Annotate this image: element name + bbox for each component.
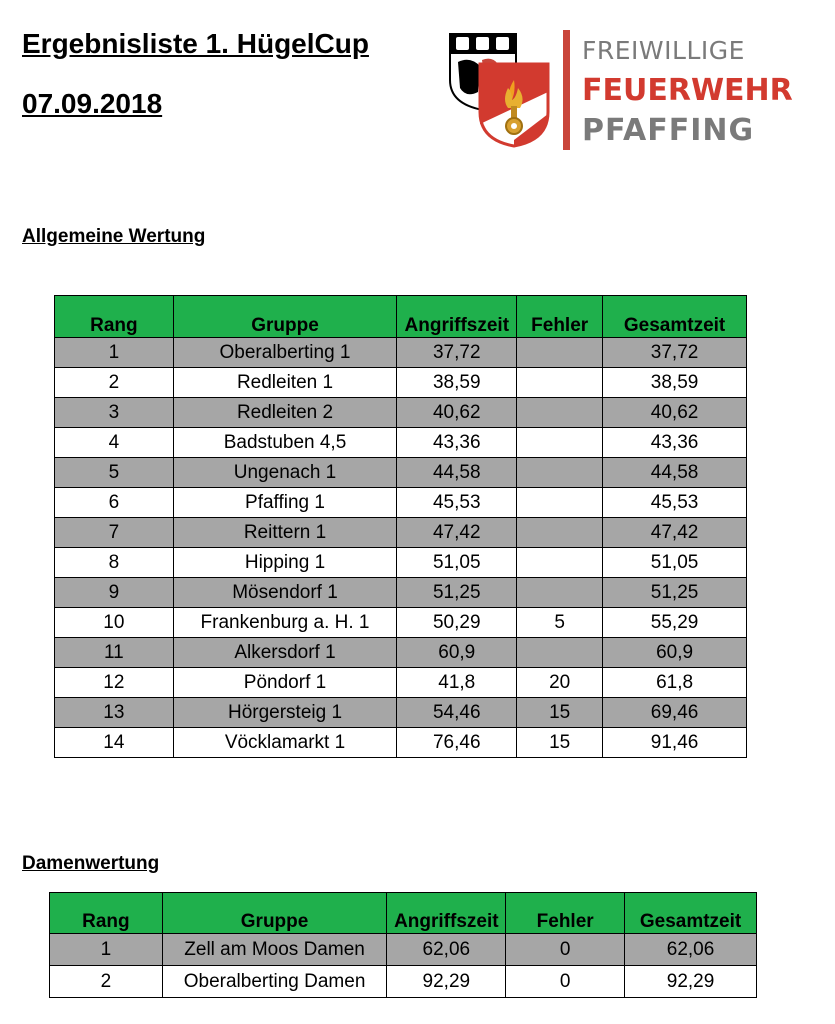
cell-fehler: 20 xyxy=(517,668,603,698)
table-row xyxy=(50,934,757,966)
cell-gruppe: Redleiten 2 xyxy=(173,398,397,428)
column-header-gesamtzeit: Gesamtzeit xyxy=(603,296,747,338)
cell-rang: 1 xyxy=(50,934,163,966)
table-row xyxy=(55,338,747,368)
cell-angriffszeit: 40,62 xyxy=(397,398,517,428)
column-header-gruppe: Gruppe xyxy=(173,296,397,338)
cell-gruppe: Pfaffing 1 xyxy=(173,488,397,518)
cell-gruppe: Oberalberting 1 xyxy=(173,338,397,368)
cell-fehler: 15 xyxy=(517,728,603,758)
table-row xyxy=(55,608,747,638)
cell-gesamtzeit: 62,06 xyxy=(625,934,757,966)
table-row xyxy=(55,728,747,758)
general-ranking-heading: Allgemeine Wertung xyxy=(22,226,206,247)
cell-gesamtzeit: 38,59 xyxy=(603,368,747,398)
cell-angriffszeit: 92,29 xyxy=(387,966,506,998)
cell-fehler: 0 xyxy=(506,934,625,966)
cell-fehler xyxy=(517,578,603,608)
cell-rang: 10 xyxy=(55,608,174,638)
event-date: 07.09.2018 xyxy=(22,88,163,119)
column-header-rang: Rang xyxy=(55,296,174,338)
cell-fehler xyxy=(517,548,603,578)
cell-angriffszeit: 60,9 xyxy=(397,638,517,668)
cell-fehler xyxy=(517,518,603,548)
cell-gruppe: Vöcklamarkt 1 xyxy=(173,728,397,758)
cell-fehler xyxy=(517,398,603,428)
cell-gruppe: Mösendorf 1 xyxy=(173,578,397,608)
cell-rang: 2 xyxy=(55,368,174,398)
cell-gesamtzeit: 51,25 xyxy=(603,578,747,608)
cell-fehler xyxy=(517,368,603,398)
table-row xyxy=(55,518,747,548)
cell-rang: 2 xyxy=(50,966,163,998)
cell-gesamtzeit: 44,58 xyxy=(603,458,747,488)
cell-angriffszeit: 38,59 xyxy=(397,368,517,398)
cell-gesamtzeit: 40,62 xyxy=(603,398,747,428)
ladies-ranking-heading: Damenwertung xyxy=(22,853,160,874)
cell-gruppe: Hipping 1 xyxy=(173,548,397,578)
cell-angriffszeit: 43,36 xyxy=(397,428,517,458)
fire-brigade-shield-icon xyxy=(478,62,550,148)
column-header-fehler: Fehler xyxy=(517,296,603,338)
cell-rang: 4 xyxy=(55,428,174,458)
table-row xyxy=(55,458,747,488)
table-row xyxy=(55,368,747,398)
cell-fehler: 0 xyxy=(506,966,625,998)
cell-gruppe: Reittern 1 xyxy=(173,518,397,548)
cell-angriffszeit: 54,46 xyxy=(397,698,517,728)
table-row xyxy=(55,548,747,578)
general-ranking-table xyxy=(54,295,747,758)
logo-line-pfaffing: PFAFFING xyxy=(582,113,755,148)
cell-angriffszeit: 41,8 xyxy=(397,668,517,698)
cell-gesamtzeit: 51,05 xyxy=(603,548,747,578)
cell-gesamtzeit: 69,46 xyxy=(603,698,747,728)
cell-gesamtzeit: 47,42 xyxy=(603,518,747,548)
table-row xyxy=(50,966,757,998)
logo-line-feuerwehr: FEUERWEHR xyxy=(582,73,793,108)
table-row xyxy=(55,488,747,518)
cell-rang: 3 xyxy=(55,398,174,428)
cell-angriffszeit: 37,72 xyxy=(397,338,517,368)
cell-rang: 5 xyxy=(55,458,174,488)
cell-gesamtzeit: 60,9 xyxy=(603,638,747,668)
cell-gesamtzeit: 45,53 xyxy=(603,488,747,518)
cell-rang: 8 xyxy=(55,548,174,578)
cell-gruppe: Hörgersteig 1 xyxy=(173,698,397,728)
cell-gruppe: Frankenburg a. H. 1 xyxy=(173,608,397,638)
cell-gruppe: Pöndorf 1 xyxy=(173,668,397,698)
cell-fehler: 5 xyxy=(517,608,603,638)
cell-gruppe: Ungenach 1 xyxy=(173,458,397,488)
cell-gesamtzeit: 37,72 xyxy=(603,338,747,368)
table-row xyxy=(55,398,747,428)
logo-line-freiwillige: FREIWILLIGE xyxy=(582,36,745,65)
cell-gruppe: Badstuben 4,5 xyxy=(173,428,397,458)
ladies-ranking-table xyxy=(49,892,757,998)
page-title: Ergebnisliste 1. HügelCup xyxy=(22,28,369,59)
cell-gesamtzeit: 92,29 xyxy=(625,966,757,998)
cell-angriffszeit: 44,58 xyxy=(397,458,517,488)
cell-angriffszeit: 76,46 xyxy=(397,728,517,758)
cell-rang: 14 xyxy=(55,728,174,758)
table-row xyxy=(55,428,747,458)
cell-gesamtzeit: 91,46 xyxy=(603,728,747,758)
cell-fehler xyxy=(517,488,603,518)
table-row xyxy=(55,668,747,698)
cell-rang: 12 xyxy=(55,668,174,698)
cell-gruppe: Redleiten 1 xyxy=(173,368,397,398)
table-row xyxy=(55,638,747,668)
cell-fehler xyxy=(517,428,603,458)
table-row xyxy=(55,698,747,728)
cell-gruppe: Oberalberting Damen xyxy=(162,966,387,998)
logo-divider xyxy=(563,30,570,150)
cell-gesamtzeit: 43,36 xyxy=(603,428,747,458)
cell-fehler xyxy=(517,458,603,488)
cell-fehler xyxy=(517,638,603,668)
cell-angriffszeit: 45,53 xyxy=(397,488,517,518)
column-header-fehler: Fehler xyxy=(506,893,625,934)
cell-fehler xyxy=(517,338,603,368)
cell-angriffszeit: 47,42 xyxy=(397,518,517,548)
table-row xyxy=(55,578,747,608)
table-header-row xyxy=(50,893,757,934)
cell-rang: 9 xyxy=(55,578,174,608)
cell-rang: 7 xyxy=(55,518,174,548)
cell-rang: 13 xyxy=(55,698,174,728)
column-header-angriffszeit: Angriffszeit xyxy=(397,296,517,338)
cell-fehler: 15 xyxy=(517,698,603,728)
column-header-gruppe: Gruppe xyxy=(162,893,387,934)
cell-rang: 6 xyxy=(55,488,174,518)
cell-angriffszeit: 50,29 xyxy=(397,608,517,638)
column-header-angriffszeit: Angriffszeit xyxy=(387,893,506,934)
cell-gruppe: Zell am Moos Damen xyxy=(162,934,387,966)
cell-angriffszeit: 51,05 xyxy=(397,548,517,578)
column-header-rang: Rang xyxy=(50,893,163,934)
cell-angriffszeit: 51,25 xyxy=(397,578,517,608)
cell-gesamtzeit: 55,29 xyxy=(603,608,747,638)
cell-gruppe: Alkersdorf 1 xyxy=(173,638,397,668)
cell-gesamtzeit: 61,8 xyxy=(603,668,747,698)
cell-rang: 1 xyxy=(55,338,174,368)
cell-rang: 11 xyxy=(55,638,174,668)
column-header-gesamtzeit: Gesamtzeit xyxy=(625,893,757,934)
cell-angriffszeit: 62,06 xyxy=(387,934,506,966)
table-header-row xyxy=(55,296,747,338)
